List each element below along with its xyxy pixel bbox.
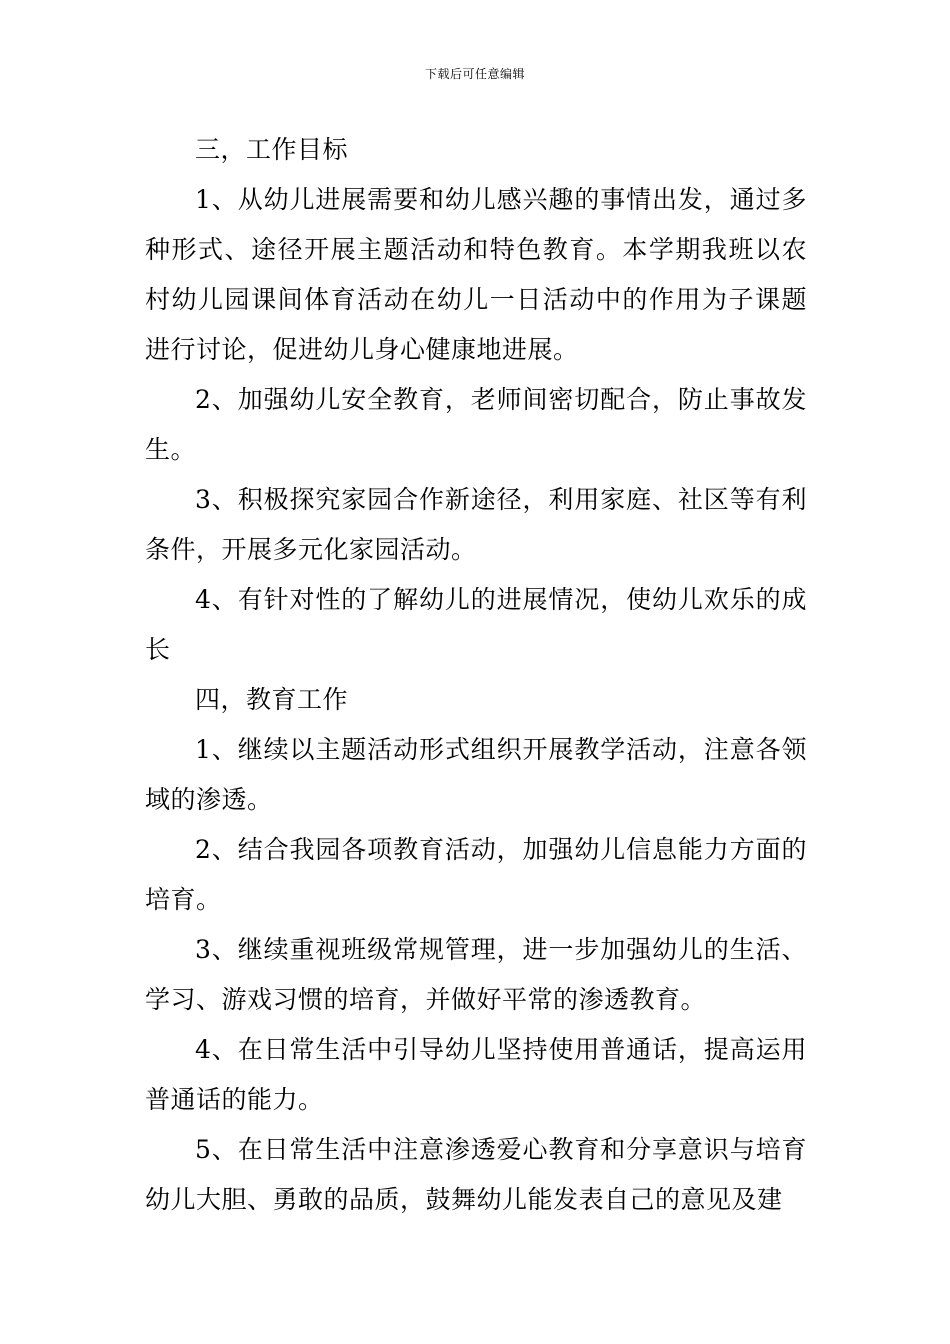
document-body: [145, 125, 807, 1225]
education-item-3: 3、继续重视班级常规管理，进一步加强幼儿的生活、学习、游戏习惯的培育，并做好平常的渗透教育。: [145, 935, 807, 1014]
education-item-4: 4、在日常生活中引导幼儿坚持使用普通话，提高运用普通话的能力。: [145, 1035, 807, 1114]
goal-item-1: 1、从幼儿进展需要和幼儿感兴趣的事情出发，通过多种形式、途径开展主题活动和特色教育。本学期我班以农村幼儿园课间体育活动在幼儿一日活动中的作用为子课题进行讨论，促进幼儿身心健康地进展。: [145, 185, 807, 364]
goal-item-2: 2、加强幼儿安全教育，老师间密切配合，防止事故发生。: [145, 385, 807, 464]
section-heading-work-goals: 三，工作目标: [195, 135, 349, 164]
education-item-1: 1、继续以主题活动形式组织开展教学活动，注意各领域的渗透。: [145, 735, 807, 814]
goal-item-4: 4、有针对性的了解幼儿的进展情况，使幼儿欢乐的成长: [145, 585, 807, 664]
header-note: 下载后可任意编辑: [424, 67, 525, 81]
education-item-5: 5、在日常生活中注意渗透爱心教育和分享意识与培育幼儿大胆、勇敢的品质，鼓舞幼儿能发表自己的意见及建: [145, 1135, 807, 1214]
section-heading-education-work: 四，教育工作: [195, 685, 349, 714]
goal-item-3: 3、积极探究家园合作新途径，利用家庭、社区等有利条件，开展多元化家园活动。: [145, 485, 807, 564]
education-item-2: 2、结合我园各项教育活动，加强幼儿信息能力方面的培育。: [145, 835, 807, 914]
